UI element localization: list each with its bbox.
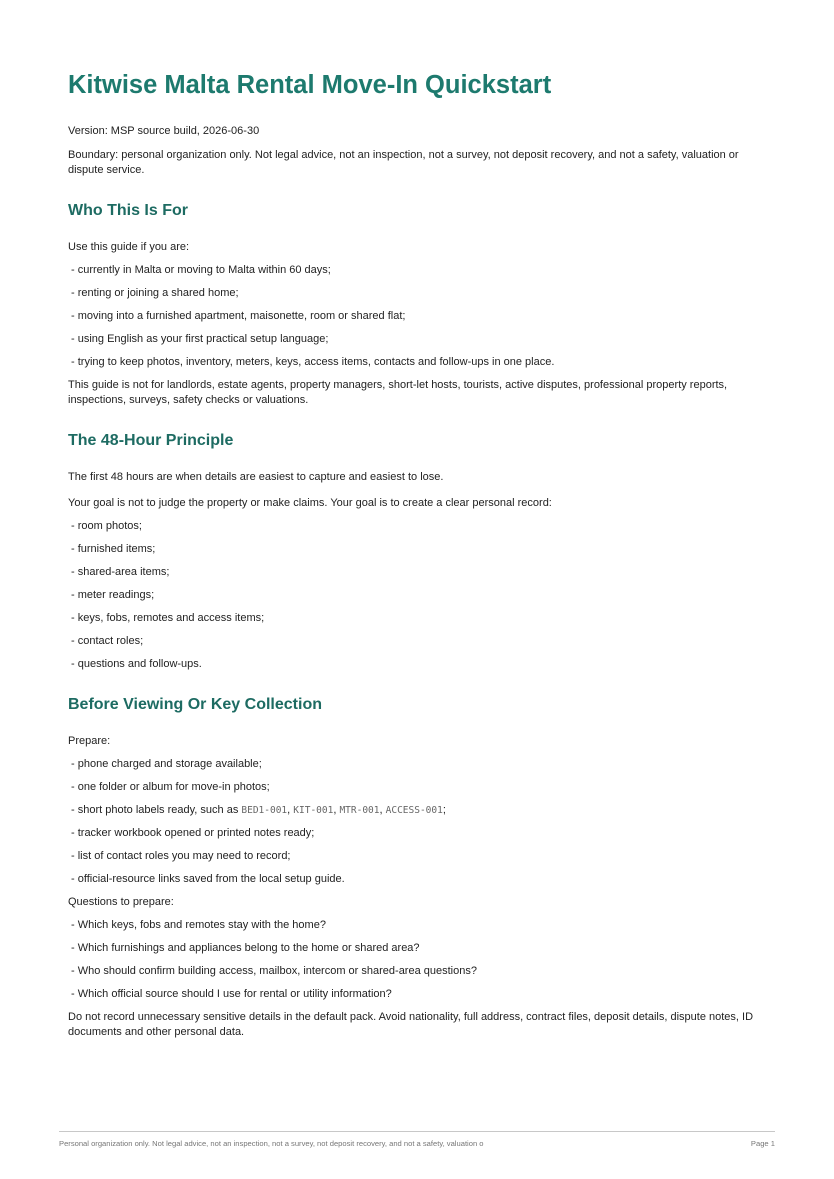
page-footer [59, 1131, 775, 1148]
photo-label-code: KIT-001 [293, 805, 334, 816]
photo-label-code: MTR-001 [339, 805, 380, 816]
list-item: - tracker workbook opened or printed notes ready; [71, 827, 315, 839]
list-item: - Which furnishings and appliances belong to the home or shared area? [71, 942, 420, 954]
page-number: Page 1 [750, 1139, 775, 1148]
list-item: - moving into a furnished apartment, maisonette, room or shared flat; [71, 310, 406, 322]
section-heading: The 48-Hour Principle [68, 432, 234, 449]
paragraph: Do not record unnecessary sensitive details in the default pack. Avoid nationality, full address, contract files, deposit details, dispute notes, ID documents and other personal data. [68, 1011, 754, 1038]
list-item: - keys, fobs, remotes and access items; [71, 612, 265, 624]
list-item: - Which official source should I use for rental or utility information? [71, 988, 392, 1000]
bullet-list [68, 263, 766, 370]
list-item: - phone charged and storage available; [71, 758, 262, 770]
list-item: - list of contact roles you may need to record; [71, 850, 291, 862]
list-item: - room photos; [71, 520, 142, 532]
section-heading: Who This Is For [68, 202, 188, 219]
list-item: - contact roles; [71, 635, 144, 647]
section-before [68, 695, 766, 1040]
paragraph: Use this guide if you are: [68, 241, 190, 253]
paragraph: This guide is not for landlords, estate agents, property managers, short-let hosts, tourists, active disputes, professional property reports, inspections, surveys, safety checks or valuations. [68, 379, 728, 406]
list-item: - questions and follow-ups. [71, 658, 202, 670]
paragraph: Your goal is not to judge the property or make claims. Your goal is to create a clear personal record: [68, 497, 552, 509]
list-item-photo-labels: - short photo labels ready, such as BED1-001, KIT-001, MTR-001, ACCESS-001; [71, 804, 446, 816]
list-item: - using English as your first practical setup language; [71, 333, 329, 345]
boundary-line: Boundary: personal organization only. Not legal advice, not an inspection, not a survey, not deposit recovery, and not a safety, valuation or dispute service. [68, 149, 739, 176]
section-who [68, 201, 766, 408]
photo-label-code: ACCESS-001 [385, 805, 443, 816]
list-item: - official-resource links saved from the local setup guide. [71, 873, 345, 885]
list-item: - shared-area items; [71, 566, 170, 578]
bullet-list [68, 757, 766, 887]
labels-prefix: - short photo labels ready, such as [71, 804, 242, 816]
list-item: - renting or joining a shared home; [71, 287, 239, 299]
list-item: - trying to keep photos, inventory, meters, keys, access items, contacts and follow-ups in one place. [71, 356, 555, 368]
list-item: - Which keys, fobs and remotes stay with the home? [71, 919, 326, 931]
paragraph: Questions to prepare: [68, 896, 174, 908]
list-item: - furnished items; [71, 543, 156, 555]
section-heading: Before Viewing Or Key Collection [68, 696, 322, 713]
section-principle [68, 431, 766, 672]
list-item: - one folder or album for move-in photos; [71, 781, 270, 793]
bullet-list [68, 918, 766, 1002]
document-title: Kitwise Malta Rental Move-In Quickstart [68, 71, 552, 99]
photo-label-code: BED1-001 [241, 805, 288, 816]
list-item: - meter readings; [71, 589, 155, 601]
paragraph: Prepare: [68, 735, 111, 747]
paragraph: The first 48 hours are when details are easiest to capture and easiest to lose. [68, 471, 444, 483]
list-item: - currently in Malta or moving to Malta within 60 days; [71, 264, 331, 276]
version-line: Version: MSP source build, 2026-06-30 [68, 125, 260, 137]
bullet-list [68, 519, 766, 672]
list-item: - Who should confirm building access, mailbox, intercom or shared-area questions? [71, 965, 477, 977]
footer-disclaimer: Personal organization only. Not legal advice, not an inspection, not a survey, not deposit recovery, and not a safety, valuation o [59, 1139, 484, 1148]
